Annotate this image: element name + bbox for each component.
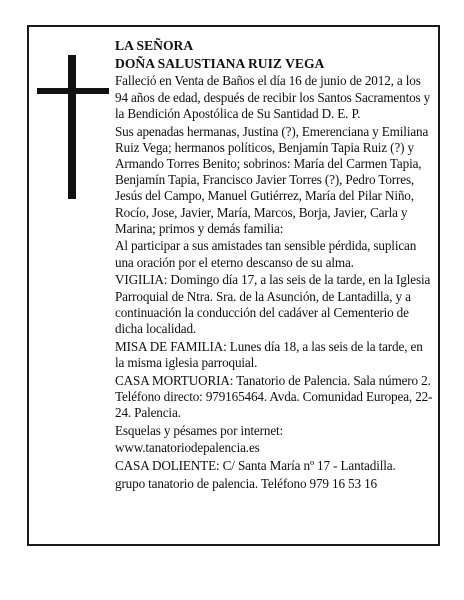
mortuary-paragraph: CASA MORTUORIA: Tanatorio de Palencia. Sala número 2. Teléfono directo: 979165464. Avda. Comunidad Europea, 22-24. Palencia. — [115, 372, 433, 420]
company-paragraph: grupo tanatorio de palencia. Teléfono 979 16 53 16 — [115, 475, 377, 491]
latin-cross-icon — [37, 55, 109, 199]
family-paragraph: Sus apenadas hermanas, Justina (?), Emerenciana y Emiliana Ruiz Vega; hermanos políticos, Benjamín Tapia Ruiz (?) y Armando Torres Benito; sobrinos: María del Carmen Tapia, Benjamín Tapia, Francisco Javier Torres (?), Pedro Torres, Jesús del Campo, Manuel Gutiérrez, María del Pilar Niño, Rocío, Jose, Javier, María, Marcos, Borja, Javier, Carla y Marina; primos y demás familia: — [115, 123, 429, 236]
obituary-text — [115, 38, 433, 493]
mass-paragraph: MISA DE FAMILIA: Lunes día 18, a las seis de la tarde, en la misma iglesia parroquial. — [115, 338, 423, 370]
deceased-name: DOÑA SALUSTIANA RUIZ VEGA — [115, 55, 325, 71]
heading-title: LA SEÑORA — [115, 38, 194, 53]
request-paragraph: Al participar a sus amistades tan sensible pérdida, suplican una oración por el eterno descanso de su alma. — [115, 238, 417, 270]
internet-label: Esquelas y pésames por internet: — [115, 422, 284, 438]
cross-vertical-bar — [68, 55, 76, 199]
internet-url[interactable]: www.tanatoriodepalencia.es — [115, 440, 260, 456]
vigil-paragraph: VIGILIA: Domingo día 17, a las seis de la tarde, en la Iglesia Parroquial de Ntra. Sra. de la Asunción, de Lantadilla, y a continuación la conducción del cadáver al Cementerio de dicha localidad. — [115, 272, 431, 336]
death-paragraph: Falleció en Venta de Baños el día 16 de junio de 2012, a los 94 años de edad, después de recibir los Santos Sacramentos y la Bendición Apostólica de Su Santidad D. E. P. — [115, 73, 431, 121]
cross-horizontal-bar — [37, 88, 109, 94]
home-paragraph: CASA DOLIENTE: C/ Santa María nº 17 - Lantadilla. — [115, 458, 396, 474]
